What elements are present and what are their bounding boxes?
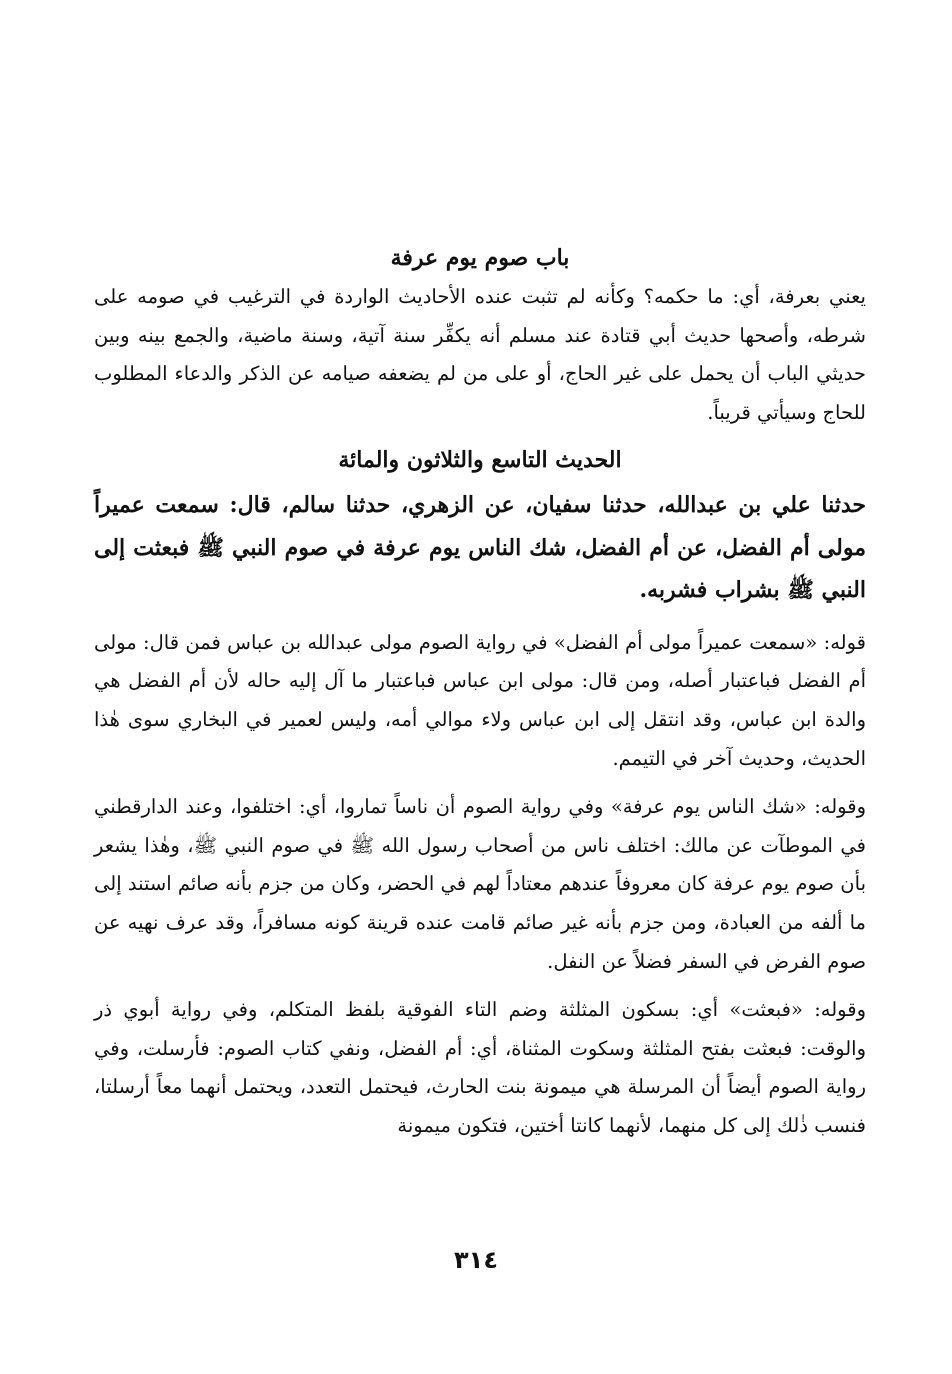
commentary-paragraph: وقوله: «فبعثت» أي: بسكون المثلثة وضم التاء الفوقية بلفظ المتكلم، وفي رواية أبوي ذر والوقت: فبعثت بفتح المثلثة وسكوت المثناة، أي: أم الفضل، ونفي كتاب الصوم: فأرسلت، وفي رواية الصوم أيضاً أن المرسلة هي ميمونة بنت الحارث، فيحتمل التعدد، ويحتمل أنهما معاً أرسلتا، فنسب ذٰلك إلى كل منهما، لأنهما كانتا أختين، فتكون ميمونة xyxy=(94,998,866,1137)
chapter-title: باب صوم يوم عرفة xyxy=(390,245,570,271)
intro-paragraph: يعني بعرفة، أي: ما حكمه؟ وكأنه لم تثبت عنده الأحاديث الواردة في الترغيب في صومه على شرطه، وأصحها حديث أبي قتادة عند مسلم أنه يكفِّر سنة آتية، وسنة ماضية، والجمع بينه وبين حديثي الباب أن يحمل على غير الحاج، أو على من لم يضعفه صيامه عن الذكر والدعاء المطلوب للحاج وسيأتي قريباً. xyxy=(94,285,866,424)
hadith-title: الحديث التاسع والثلاثون والمائة xyxy=(338,447,622,474)
commentary-paragraph: وقوله: «شك الناس يوم عرفة» وفي رواية الصوم أن ناساً تماروا، أي: اختلفوا، وعند الدارقطني في الموطآت عن مالك: اختلف ناس من أصحاب رسول الله ﷺ في صوم النبي ﷺ، وهٰذا يشعر بأن صوم يوم عرفة كان معروفاً عندهم معتاداً لهم في الحضر، وكان من جزم بأنه صائم استند إلى ما ألفه من العبادة، ومن جزم بأنه غير صائم قامت عنده قرينة كونه مسافراً، وقد عرف نهيه عن صوم الفرض في السفر فضلاً عن النفل. xyxy=(94,795,866,973)
page-body xyxy=(94,238,866,1146)
commentary-paragraph: قوله: «سمعت عميراً مولى أم الفضل» في رواية الصوم مولى عبدالله بن عباس فمن قال: مولى أم الفضل فباعتبار أصله، ومن قال: مولى ابن عباس فباعتبار ما آل إليه حاله لأن أم الفضل هي والدة ابن عباس، وقد انتقل إلى ابن عباس ولاء موالي أمه، وليس لعمير في البخاري سوى هٰذا الحديث، وحديث آخر في التيمم. xyxy=(94,630,866,770)
hadith-text: حدثنا علي بن عبدالله، حدثنا سفيان، عن الزهري، حدثنا سالم، قال: سمعت عميراً مولى أم الفضل، عن أم الفضل، شك الناس يوم عرفة في صوم النبي ﷺ فبعثت إلى النبي ﷺ بشراب فشربه. xyxy=(94,492,866,604)
page-number: ٣١٤ xyxy=(454,1246,498,1274)
